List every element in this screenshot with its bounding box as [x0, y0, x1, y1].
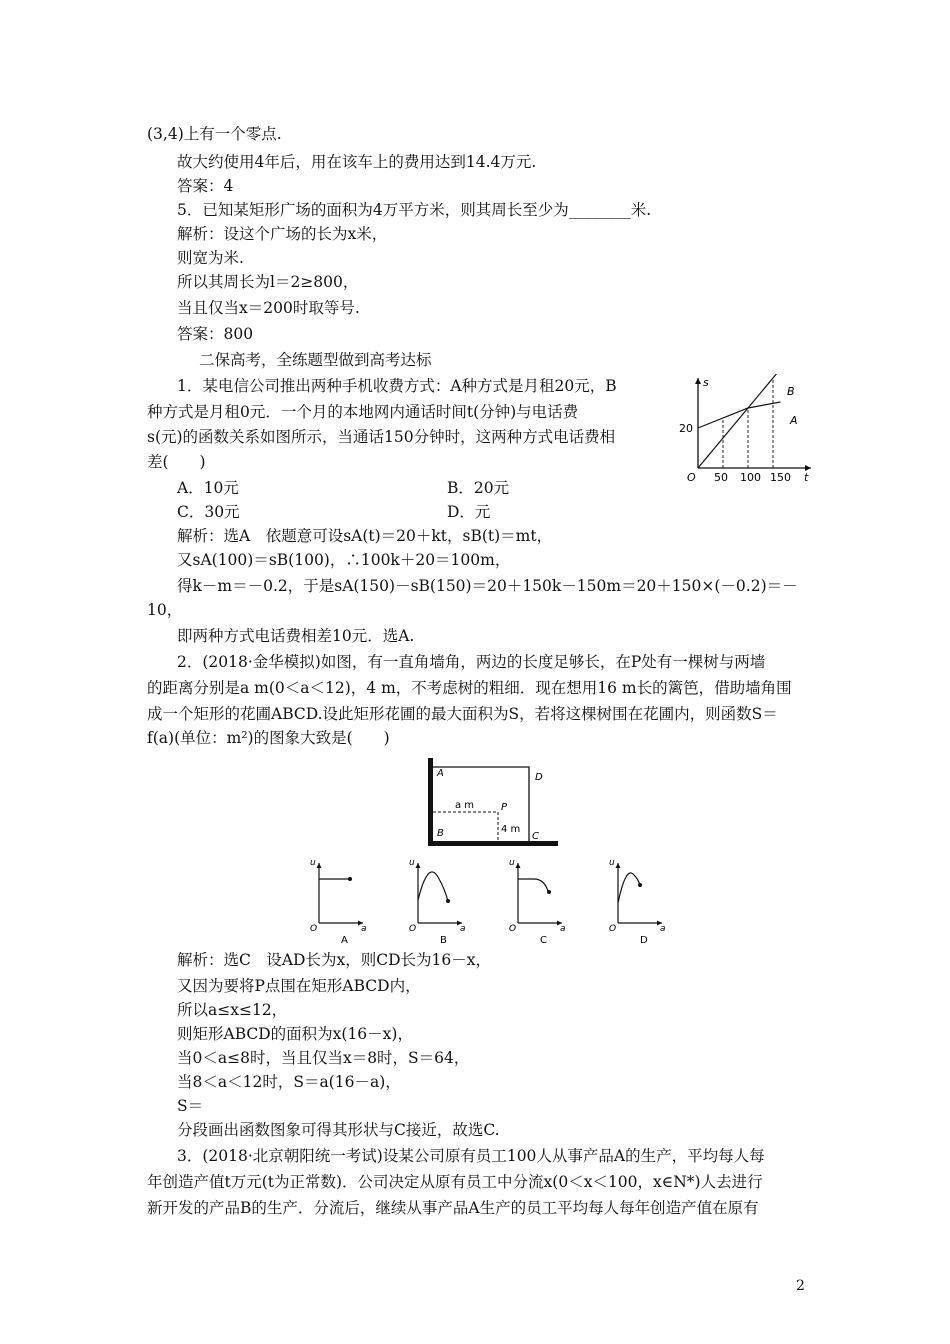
question-3-stem: 3．(2018·北京朝阳统一考试)设某公司原有员工100人从事产品A的生产，平均每人每: [177, 1147, 765, 1165]
choice-letter: C: [540, 935, 547, 945]
question-1-stem: s(元)的函数关系如图所示，当通话150分钟时，这两种方式电话费相: [147, 428, 616, 446]
question-2-stem: f(a)(单位：m²)的图象大致是( ): [147, 729, 390, 747]
a-axis-label: a: [361, 924, 367, 934]
point-d-label: D: [535, 772, 543, 783]
line-a-label: A: [790, 414, 798, 427]
option-b: B．20元: [447, 479, 510, 497]
line-b-label: B: [787, 385, 795, 398]
question-1-stem: 1．某电信公司推出两种手机收费方式：A种方式是月租20元，B: [177, 377, 617, 395]
section-heading: 二保高考，全练题型做到高考达标: [199, 351, 432, 369]
y-tick-label: 20: [679, 422, 693, 435]
question-5-stem: 5．已知某矩形广场的面积为4万平方米，则其周长至少为________米.: [177, 201, 652, 219]
endpoint: [638, 883, 642, 887]
u-axis-label: u: [509, 858, 515, 868]
solution-line: 解析：选C 设AD长为x，则CD长为16－x，: [177, 951, 491, 969]
solution-line: 所以a≤x≤12，: [177, 1001, 288, 1019]
a-m-label: a m: [455, 800, 475, 811]
solution-line: 分段画出函数图象可得其形状与C接近，故选C.: [177, 1121, 500, 1139]
page-number: 2: [796, 1278, 805, 1294]
choice-letter: D: [640, 935, 648, 945]
solution-line: 10，: [147, 601, 183, 619]
endpoint: [446, 899, 450, 903]
q1-graph: [676, 374, 816, 486]
origin-label: O: [609, 924, 617, 934]
origin-label: O: [310, 924, 318, 934]
u-axis-label: u: [409, 858, 415, 868]
x-tick-label: 50: [714, 471, 728, 484]
point-a-label: A: [437, 768, 444, 779]
question-3-stem: 新开发的产品B的生产．分流后，继续从事产品A生产的员工平均每人每年创造产值在原有: [147, 1199, 759, 1217]
choice-letter: A: [341, 935, 348, 945]
text-line: 答案：4: [177, 177, 234, 195]
choice-letter: B: [440, 935, 447, 945]
option-c: C．30元: [177, 503, 240, 521]
graph-choice-a: [310, 858, 367, 945]
question-2-stem: 2．(2018·金华模拟)如图，有一直角墙角，两边的长度足够长，在P处有一棵树与两墙: [177, 653, 766, 671]
origin-label: O: [409, 924, 417, 934]
curve: [518, 879, 548, 891]
solution-line: S＝: [177, 1097, 204, 1115]
curve: [418, 872, 448, 901]
series-line-b: [698, 374, 781, 468]
endpoint: [348, 877, 352, 881]
text-line: 答案：800: [177, 325, 254, 343]
origin-label: O: [687, 471, 696, 484]
graph-choice-d: [609, 858, 666, 945]
t-axis-label: t: [804, 471, 809, 484]
question-2-stem: 成一个矩形的花圃ABCD.设此矩形花圃的最大面积为S，若将这棵树围在花圃内，则函数S＝: [147, 705, 778, 723]
4m-label: 4 m: [501, 824, 521, 835]
question-2-stem: 的距离分别是a m(0＜a＜12)，4 m，不考虑树的粗细．现在想用16 m长的篱笆，借助墙角围: [147, 679, 792, 697]
x-tick-label: 150: [770, 471, 791, 484]
text-line: 则宽为米.: [177, 249, 244, 267]
origin-label: O: [509, 924, 517, 934]
question-1-stem: 种方式是月租0元．一个月的本地网内通话时间t(分钟)与电话费: [147, 403, 579, 421]
solution-line: 又因为要将P点围在矩形ABCD内，: [177, 977, 421, 995]
point-b-label: B: [437, 828, 444, 839]
u-axis-label: u: [310, 858, 316, 868]
answer-graphs: [300, 855, 700, 945]
solution-line: 则矩形ABCD的面积为x(16－x)，: [177, 1025, 413, 1043]
solution-line: 又sA(100)＝sB(100)，∴100k＋20＝100m，: [177, 551, 511, 569]
point-c-label: C: [532, 831, 539, 842]
x-tick-label: 100: [740, 471, 761, 484]
text-line: 所以其周长为l＝2≥800，: [177, 273, 359, 291]
question-1-stem: 差( ): [147, 453, 206, 471]
solution-line: 得k－m＝－0.2，于是sA(150)－sB(150)＝20＋150k－150m＝20＋150×(－0.2)＝－: [177, 577, 798, 595]
solution-line: 当8＜a＜12时，S＝a(16－a)，: [177, 1073, 401, 1091]
option-d: D．元: [447, 503, 491, 521]
a-axis-label: a: [460, 924, 466, 934]
a-axis-label: a: [660, 924, 666, 934]
wall-vertical: [428, 758, 433, 846]
option-a: A．10元: [177, 479, 239, 497]
graph-choice-c: [509, 858, 566, 945]
solution-line: 即两种方式电话费相差10元．选A.: [177, 627, 415, 645]
series-line-a: [698, 402, 781, 428]
text-line: 故大约使用4年后，用在该车上的费用达到14.4万元.: [177, 153, 537, 171]
text-line: 当且仅当x＝200时取等号.: [177, 299, 360, 317]
curve: [618, 873, 640, 903]
a-axis-label: a: [560, 924, 566, 934]
garden-figure: [425, 752, 565, 852]
solution-line: 当0＜a≤8时，当且仅当x＝8时，S＝64，: [177, 1049, 470, 1067]
endpoint: [547, 890, 551, 894]
text-line: 解析：设这个广场的长为x米，: [177, 225, 388, 243]
graph-choice-b: [409, 858, 466, 945]
u-axis-label: u: [609, 858, 615, 868]
solution-line: 解析：选A 依题意可设sA(t)＝20＋kt，sB(t)＝mt，: [177, 527, 553, 545]
question-3-stem: 年创造产值t万元(t为正常数)．公司决定从原有员工中分流x(0＜x＜100，x∈N*)人去进行: [147, 1173, 763, 1191]
s-axis-label: s: [703, 376, 709, 389]
point-p-label: P: [501, 802, 508, 813]
text-line: (3,4)上有一个零点.: [147, 125, 282, 143]
